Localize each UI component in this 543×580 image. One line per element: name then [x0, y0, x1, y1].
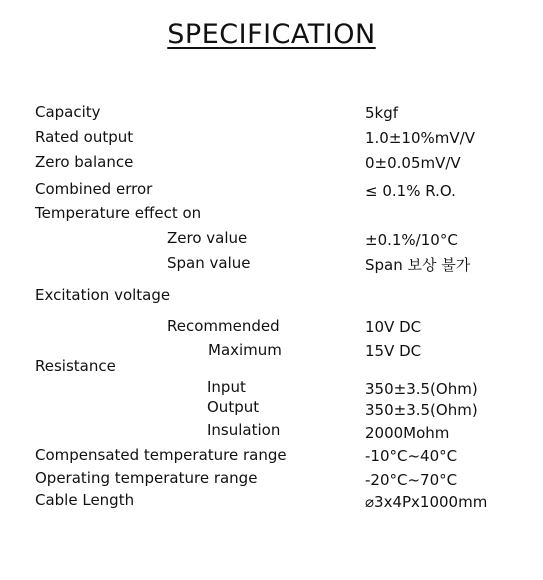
rated-output-label: Rated output [35, 128, 134, 146]
maximum-label: Maximum [208, 341, 282, 359]
maximum-value: 15V DC [365, 342, 422, 360]
capacity-value: 5kgf [365, 104, 399, 122]
span-value-value: Span 보상 불가 [365, 256, 471, 274]
zero-value-value: ±0.1%/10°C [365, 231, 458, 249]
zero-value-label: Zero value [167, 229, 248, 247]
recommended-label: Recommended [167, 317, 280, 335]
cable-length-label: Cable Length [35, 491, 135, 509]
recommended-value: 10V DC [365, 318, 422, 336]
operating-temp-range-label: Operating temperature range [35, 469, 258, 487]
compensated-temp-range-label: Compensated temperature range [35, 446, 287, 464]
output-label: Output [207, 398, 260, 416]
capacity-label: Capacity [35, 103, 101, 121]
cable-length-value: ⌀3x4Px1000mm [365, 493, 488, 511]
combined-error-value: ≤ 0.1% R.O. [365, 182, 456, 200]
insulation-value: 2000Mohm [365, 424, 450, 442]
page-title [0, 18, 543, 52]
rated-output-value: 1.0±10%mV/V [365, 129, 475, 147]
title-text: SPECIFICATION [167, 19, 376, 50]
zero-balance-label: Zero balance [35, 153, 134, 171]
compensated-temp-range-value: -10°C~40°C [365, 447, 458, 465]
resistance-label: Resistance [35, 357, 116, 375]
insulation-label: Insulation [207, 421, 281, 439]
input-value: 350±3.5(Ohm) [365, 380, 478, 398]
excitation-voltage-label: Excitation voltage [35, 286, 171, 304]
operating-temp-range-value: -20°C~70°C [365, 471, 458, 489]
zero-balance-value: 0±0.05mV/V [365, 154, 461, 172]
input-label: Input [207, 378, 246, 396]
span-value-label: Span value [167, 254, 251, 272]
temperature-effect-label: Temperature effect on [35, 204, 202, 222]
combined-error-label: Combined error [35, 180, 153, 198]
output-value: 350±3.5(Ohm) [365, 401, 478, 419]
